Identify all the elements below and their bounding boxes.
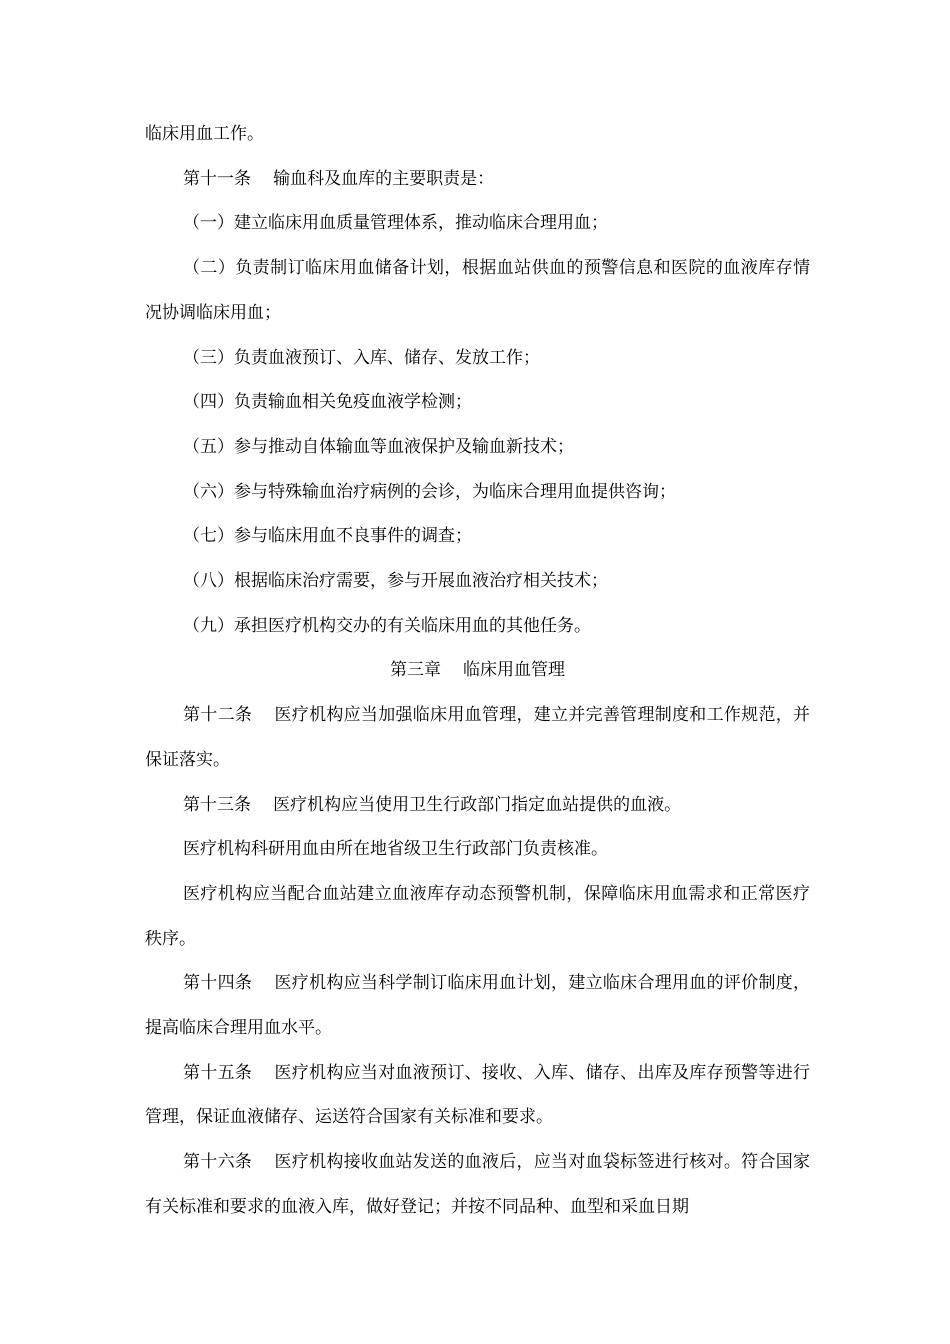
article-15 bbox=[145, 1051, 810, 1140]
document-body bbox=[145, 112, 810, 1230]
article-text: 输血科及血库的主要职责是： bbox=[273, 168, 495, 189]
article-text: 医疗机构应当加强临床用血管理，建立并完善管理制度和工作规范，并保证落实。 bbox=[145, 705, 811, 770]
duty-item-2: （二）负责制订临床用血储备计划，根据血站供血的预警信息和医院的血液库存情况协调临床用血； bbox=[145, 258, 810, 323]
duty-item-5: （五）参与推动自体输血等血液保护及输血新技术； bbox=[183, 436, 574, 457]
duty-item-3: （三）负责血液预订、入库、储存、发放工作； bbox=[183, 347, 540, 368]
article-14 bbox=[145, 961, 810, 1050]
chapter-heading bbox=[145, 648, 810, 693]
article-12 bbox=[145, 693, 810, 782]
article-text: 医疗机构接收血站发送的血液后，应当对血袋标签进行核对。符合国家有关标准和要求的血液入库，做好登记；并按不同品种、血型和采血日期 bbox=[145, 1152, 811, 1217]
duty-item-7: （七）参与临床用血不良事件的调查； bbox=[183, 526, 472, 547]
duty-item-4: （四）负责输血相关免疫血液学检测； bbox=[183, 392, 472, 413]
paragraph-continuation: 临床用血工作。 bbox=[145, 124, 264, 144]
duty-item-9: （九）承担医疗机构交办的有关临床用血的其他任务。 bbox=[183, 615, 591, 636]
chapter-title: 临床用血管理 bbox=[463, 660, 566, 681]
article-16 bbox=[145, 1140, 810, 1229]
article-label: 第十六条 bbox=[183, 1152, 253, 1173]
duty-item-6: （六）参与特殊输血治疗病例的会诊，为临床合理用血提供咨询； bbox=[183, 481, 676, 502]
article-13 bbox=[145, 783, 810, 828]
article-11 bbox=[145, 157, 810, 202]
article-text: 医疗机构应当使用卫生行政部门指定血站提供的血液。 bbox=[273, 794, 682, 815]
paragraph: 医疗机构应当配合血站建立血液库存动态预警机制，保障临床用血需求和正常医疗秩序。 bbox=[145, 883, 810, 949]
article-text: 医疗机构应当对血液预订、接收、入库、储存、出库及库存预警等进行管理，保证血液储存、运送符合国家有关标准和要求。 bbox=[145, 1062, 811, 1128]
duty-item-1: （一）建立临床用血质量管理体系，推动临床合理用血； bbox=[183, 213, 608, 234]
duty-item-8: （八）根据临床治疗需要，参与开展血液治疗相关技术； bbox=[183, 571, 608, 592]
article-label: 第十四条 bbox=[183, 973, 253, 994]
article-label: 第十三条 bbox=[183, 794, 251, 815]
article-label: 第十一条 bbox=[183, 168, 251, 189]
article-text: 医疗机构应当科学制订临床用血计划，建立临床合理用血的评价制度，提高临床合理用血水平。 bbox=[145, 973, 811, 1039]
chapter-label: 第三章 bbox=[389, 660, 441, 681]
article-label: 第十二条 bbox=[183, 705, 253, 726]
article-label: 第十五条 bbox=[183, 1062, 253, 1083]
paragraph: 医疗机构科研用血由所在地省级卫生行政部门负责核准。 bbox=[183, 839, 608, 860]
